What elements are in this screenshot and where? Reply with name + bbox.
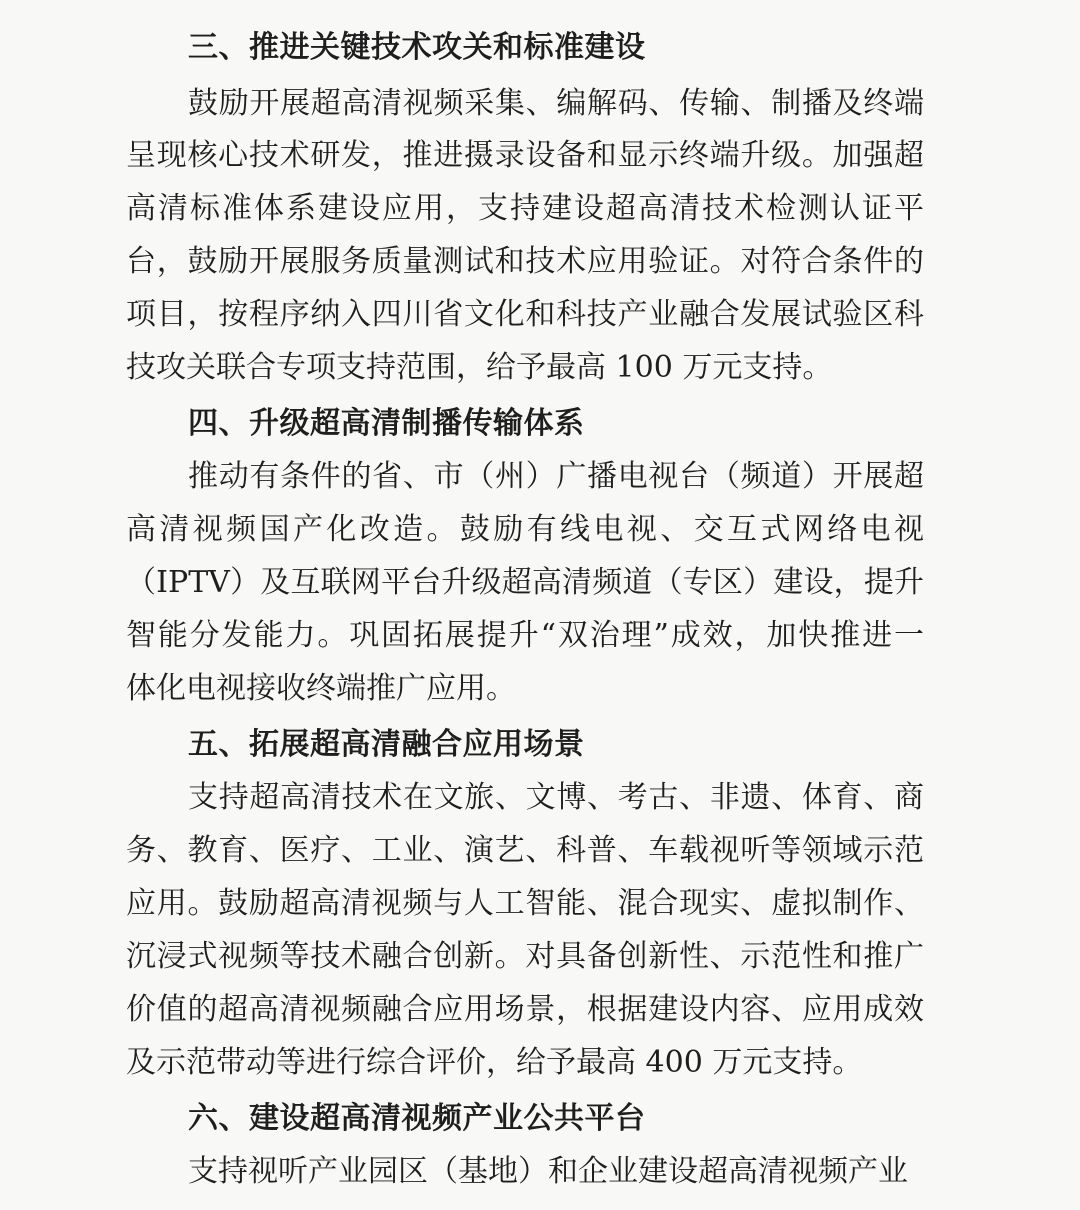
paragraph-line: 及示范带动等进行综合评价，给予最高 400 万元支持。 <box>126 1045 863 1080</box>
paragraph-line: 体化电视接收终端推广应用。 <box>126 671 516 706</box>
paragraph-line: （IPTV）及互联网平台升级超高清频道（专区）建设，提升 <box>126 565 924 600</box>
paragraph-line: 价值的超高清视频融合应用场景，根据建设内容、应用成效 <box>126 992 924 1027</box>
paragraph-line: 应用。鼓励超高清视频与人工智能、混合现实、虚拟制作、 <box>126 886 924 921</box>
paragraph-line: 支持超高清技术在文旅、文博、考古、非遗、体育、商 <box>188 780 924 815</box>
section-heading: 六、建设超高清视频产业公共平台 <box>188 1101 646 1136</box>
paragraph-line: 项目，按程序纳入四川省文化和科技产业融合发展试验区科 <box>126 297 924 332</box>
paragraph-line: 智能分发能力。巩固拓展提升“双治理”成效，加快推进一 <box>126 618 924 653</box>
paragraph-line: 鼓励开展超高清视频采集、编解码、传输、制播及终端 <box>188 86 924 121</box>
paragraph-line: 高清标准体系建设应用，支持建设超高清技术检测认证平 <box>126 191 924 226</box>
section-heading: 三、推进关键技术攻关和标准建设 <box>188 30 646 65</box>
paragraph-line: 沉浸式视频等技术融合创新。对具备创新性、示范性和推广 <box>126 939 924 974</box>
section-heading: 五、拓展超高清融合应用场景 <box>188 727 585 762</box>
paragraph-line: 支持视听产业园区（基地）和企业建设超高清视频产业 <box>188 1154 908 1189</box>
section-heading: 四、升级超高清制播传输体系 <box>188 406 585 441</box>
paragraph-line: 推动有条件的省、市（州）广播电视台（频道）开展超 <box>188 459 924 494</box>
paragraph-line: 技攻关联合专项支持范围，给予最高 100 万元支持。 <box>126 350 833 385</box>
paragraph-line: 呈现核心技术研发，推进摄录设备和显示终端升级。加强超 <box>126 138 924 173</box>
paragraph-line: 务、教育、医疗、工业、演艺、科普、车载视听等领域示范 <box>126 833 924 868</box>
paragraph-line: 台，鼓励开展服务质量测试和技术应用验证。对符合条件的 <box>126 244 924 279</box>
paragraph-line: 高清视频国产化改造。鼓励有线电视、交互式网络电视 <box>126 512 924 547</box>
